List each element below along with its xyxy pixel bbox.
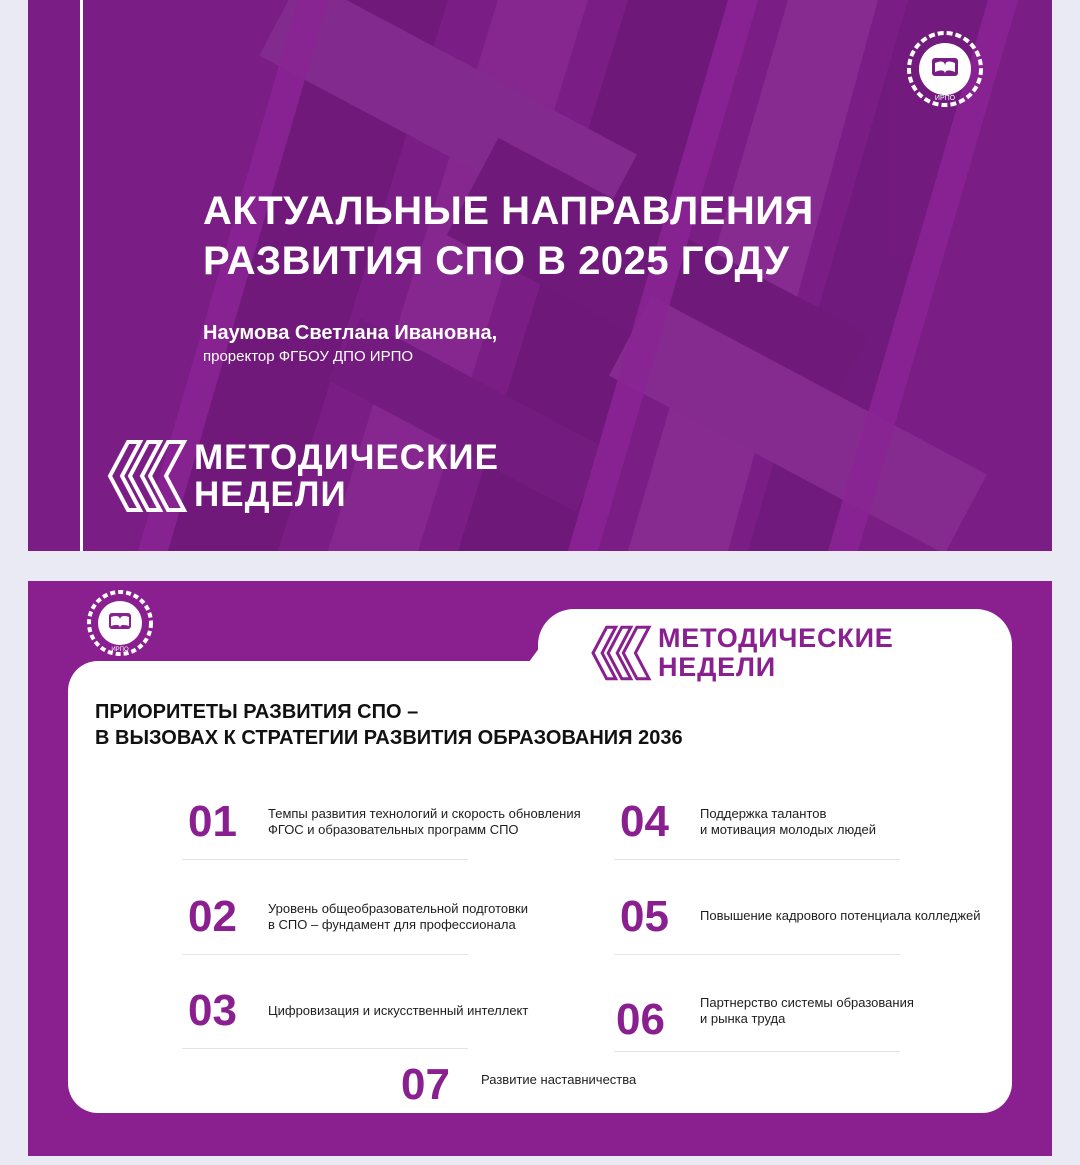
priority-text: Темпы развития технологий и скорость обновления ФГОС и образовательных программ СПО [268,806,581,837]
priority-text: Повышение кадрового потенциала колледжей [700,908,981,923]
brand-line-2: НЕДЕЛИ [194,475,347,514]
divider [182,859,468,860]
priority-number: 01 [188,797,237,846]
irpo-logo-icon [906,30,984,108]
methodical-weeks-brand [590,624,894,682]
priority-text: Уровень общеобразовательной подготовки в СПО – фундамент для профессионала [268,901,528,932]
heading-line-1: ПРИОРИТЕТЫ РАЗВИТИЯ СПО – [95,701,419,723]
divider [182,954,468,955]
vertical-accent-line [80,0,83,551]
chevrons-icon [590,624,652,682]
presentation-title [203,186,963,286]
priority-number: 02 [188,892,237,941]
heading-line-2: В ВЫЗОВАХ К СТРАТЕГИИ РАЗВИТИЯ ОБРАЗОВАНИЯ 2036 [95,727,683,749]
slide-heading [95,699,683,751]
title-line-1: АКТУАЛЬНЫЕ НАПРАВЛЕНИЯ [203,189,814,233]
speaker-name: Наумова Светлана Ивановна, [203,322,498,344]
priority-number: 07 [401,1060,450,1109]
divider [614,954,900,955]
brand-line-2: НЕДЕЛИ [658,652,776,682]
divider [614,859,900,860]
divider [182,1048,468,1049]
priority-number: 05 [620,892,669,941]
divider [614,1051,900,1052]
brand-line-1: МЕТОДИЧЕСКИЕ [194,438,499,477]
priority-text: Развитие наставничества [481,1072,637,1087]
chevrons-icon [106,438,188,514]
methodical-weeks-brand [106,438,499,514]
priority-number: 03 [188,986,237,1035]
title-line-2: РАЗВИТИЯ СПО В 2025 ГОДУ [203,239,790,283]
priority-number: 06 [616,995,665,1044]
title-slide [28,0,1052,551]
svg-text:ИРПО: ИРПО [934,95,956,102]
svg-text:ИРПО: ИРПО [111,647,129,653]
priority-text: Партнерство системы образования и рынка труда [700,995,914,1026]
brand-line-1: МЕТОДИЧЕСКИЕ [658,623,894,653]
tab-connector [526,636,586,666]
irpo-logo-icon [86,589,154,657]
priority-number: 04 [620,797,669,846]
priorities-slide [28,581,1052,1156]
priority-text: Поддержка талантов и мотивация молодых людей [700,806,877,837]
speaker-role: проректор ФГБОУ ДПО ИРПО [203,348,414,365]
page-number: 2 [988,845,995,859]
priority-text: Цифровизация и искусственный интеллект [268,1003,529,1018]
